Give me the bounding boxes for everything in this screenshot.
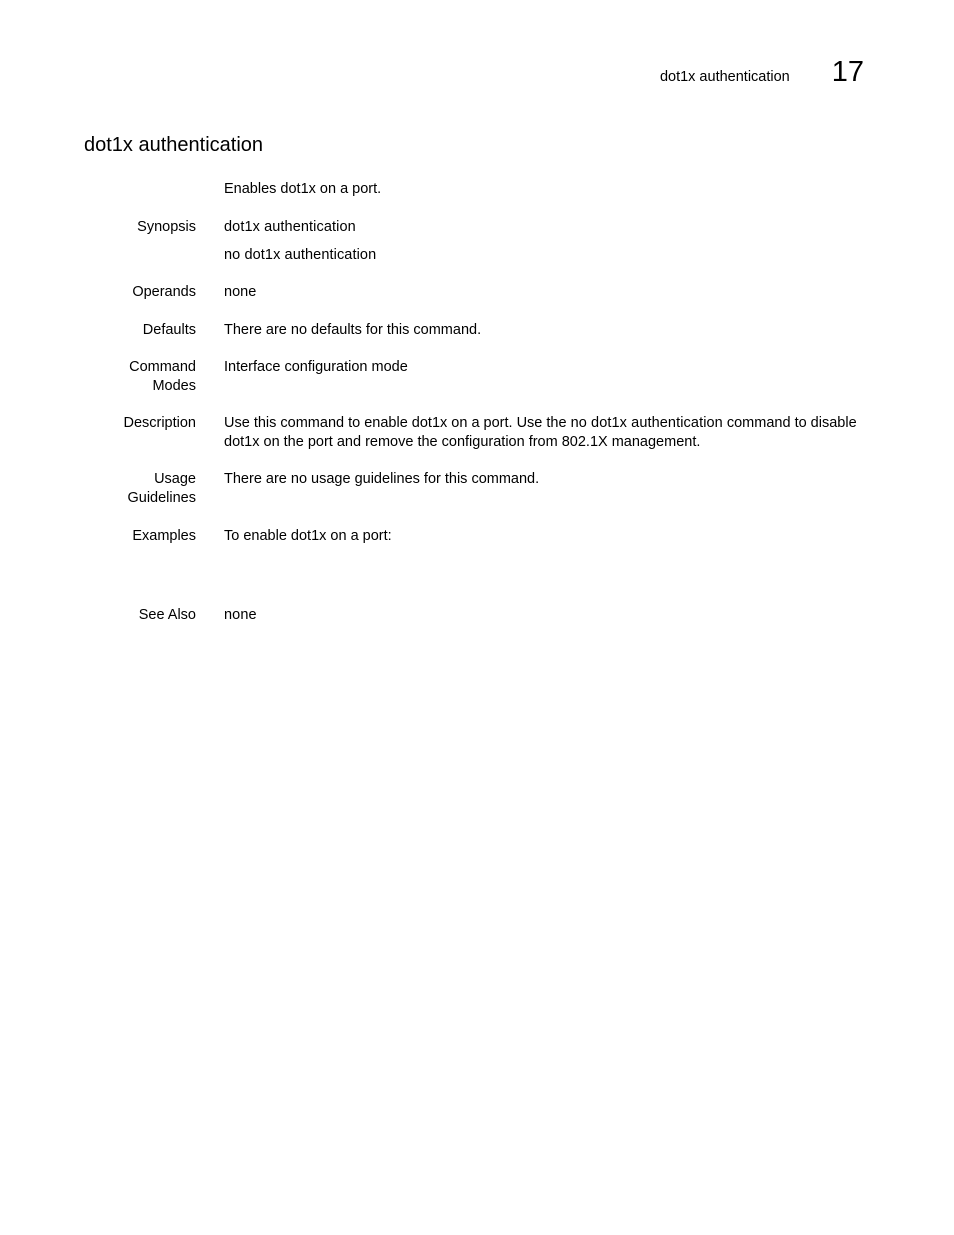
description-command: no dot1x authentication [570, 415, 723, 431]
see-also-row [84, 606, 884, 625]
synopsis-content [224, 218, 884, 265]
command-modes-label [84, 358, 196, 396]
operands-text: none [224, 284, 257, 300]
synopsis-command: dot1x authentication [224, 219, 356, 235]
chapter-number: 17 [831, 56, 864, 88]
description-text [224, 414, 884, 452]
running-header-title: dot1x authentication [659, 69, 790, 85]
description-label: Description [123, 415, 196, 431]
defaults-label: Defaults [142, 322, 196, 338]
usage-guidelines-label [84, 470, 196, 508]
summary-row [84, 180, 884, 199]
see-also-text: none [224, 607, 257, 623]
defaults-text: There are no defaults for this command. [224, 322, 482, 338]
command-modes-label-line2: Modes [152, 378, 196, 394]
command-modes-label-line1: Command [129, 359, 196, 375]
synopsis-no-command: no dot1x authentication [224, 247, 377, 263]
usage-guidelines-row [84, 470, 884, 508]
synopsis-row [84, 218, 884, 265]
usage-guidelines-label-line2: Guidelines [127, 490, 196, 506]
command-modes-row [84, 358, 884, 396]
usage-guidelines-text: There are no usage guidelines for this command. [224, 471, 540, 487]
examples-text: To enable dot1x on a port: [224, 528, 392, 544]
examples-row [84, 527, 884, 546]
see-also-label: See Also [138, 607, 196, 623]
summary-text: Enables dot1x on a port. [224, 181, 382, 197]
examples-label: Examples [132, 528, 196, 544]
command-modes-text: Interface configuration mode [224, 359, 408, 375]
operands-row [84, 283, 884, 302]
running-header [660, 56, 864, 89]
defaults-row [84, 321, 884, 340]
usage-guidelines-label-line1: Usage [154, 471, 196, 487]
section-title: dot1x authentication [84, 134, 264, 156]
description-text-after: command to disable dot1x on the port and remove the configuration from 802.1X management. [224, 415, 857, 450]
operands-label: Operands [132, 284, 196, 300]
synopsis-label: Synopsis [137, 219, 196, 235]
description-row [84, 414, 884, 452]
description-text-before: Use this command to enable dot1x on a port. Use the [224, 415, 571, 431]
